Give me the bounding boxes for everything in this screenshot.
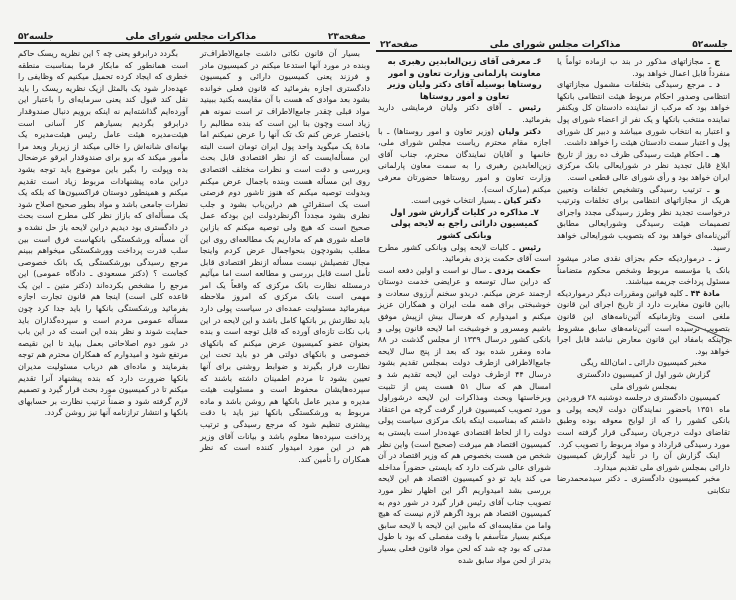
paragraph-text: ـ مجازاتهای مذکور در بند ب ازماده توأماً یا منفرداً قابل اعمال خواهد بود. (557, 57, 730, 78)
text-column-right (557, 56, 730, 497)
paragraph-text: ـ آقای دکتر ولیان فرمایشی دارید بفرمائید. (378, 103, 551, 124)
header-title: مذاکرات مجلس شورای ملی (489, 39, 621, 50)
paragraph-text: مخبر کمیسیون دادگستری ـ دکتر سیدمحمدرضا تنکابنی (557, 474, 730, 495)
paragraph-text: ـ احکام هیئت رسیدگی ظرف ده روز از تاریخ ابلاغ قابل تجدید نظر در شورایعالی بانک مرکزی ایران خواهد بود و رأی شورای عالی قطعی است. (557, 149, 730, 182)
section-heading: ۶ـ معرفی آقای زین‌العابدین رهبری به معاونت پارلمانی وزارت تعاون و امور روستاها بوسیله آقای دکتر ولیان وزیر تعاون و امور روستاها (387, 56, 542, 101)
section-heading: ۷ـ مذاکره در کلیات گزارش شور اول کمیسیون دارائی راجع به لایحه پولی وبانکی کشور (390, 206, 539, 240)
paragraph-text: ـ ترتیب رسیدگی وتشخیص تخلفات وتعیین هریک از مجازاتهای انتظامی برای تخلفات وترتیب درخواست تجدید نظر وطرز رسیدگی مجدد واجرای تصمیمات هیئت رسیدگی وشورایعالی مطابق آئین‌نامه‌ای خواهد بود که بتصویب شورایعالی خواهد رسید. (557, 184, 730, 252)
paragraph: بسیار آن قانون نکاتی داشت جامع‌الاطراف‌تر وبنده در مورد آنها استدعا میکنم در کمیسیون مادر و فرزند یعنی کمیسیون دارائی و کمیسیون دادگستری اجازه بفرمائید که قانون فعلی خوانده بشود بعد موادی که هست با آن مقایسه بکنید ببینید مواد قبلی چقدر جامع‌الاطراف تر است نمونه هم زیاد است وچون بنا این است که بنده مطالبم را باختصار عرض کنم تک تک آنها را عرض نمیکنم اما مادهٔ یک میگوید واحد پول ایران تومان است البته این مسأله‌ایست که از نظر اقتصادی قابل بحث وبررسی و دقت است و نظرات مختلف اقتصادی روی این مسأله هست وبنده باجمال عرض میکنم وبدولت توصیه میکنم که هنوز تاشور دوم فرصتی است یک استقرائی هم دراین‌باب بشود و جلب نظری بشود مجدداً اگرنظردولت این بودکه عمل صحیح است که هیچ ولی توصیه میکنم که بازاین فاصله شوری هم که ماداریم یک مطالعه‌ای روی این مطلب بشودچون بنحواجمال عرض کردم واینجا مجال تفصیلش نیست مسأله ازنظر اقتصادی قابل تأمل است قابل بررسی و مطالعه است اما میآئیم درمسئله نظارت بانک مرکزی که واقعاً یک امر مهمی است بانک مرکزی که امروز ملاحظه میفرمائید مسئولیت عمده‌ای در سیاست پولی دارد باید نظارتش بر بانکها کامل باشد و این لایحه در این باب نکات تازه‌ای آورده که قابل توجه است و بنده بعنوان عضو کمیسیون عرض میکنم که بانکهای خصوصی و بانکهای دولتی هر دو باید تحت این نظارت قرار بگیرند و ضوابط روشنی برای آنها تعیین بشود تا مردم اطمینان داشته باشند که سپرده‌هایشان محفوظ است و مسئولیت هیئت مدیره و مدیر عامل بانکها هم روشن باشد و ماده مربوط به ورشکستگی بانکها نیز باید با دقت بیشتری تنظیم شود که مرجع رسیدگی و ترتیب پرداخت سپرده‌ها معلوم باشد و بیانات آقای وزیر هم در این مورد امیدوار کننده است که نظر همکاران را تأمین کند. (200, 49, 370, 464)
clause-label: د (715, 80, 720, 90)
speaker-name: دکتر ولیان (498, 126, 541, 136)
paragraph (557, 184, 730, 254)
paragraph-text: اینک گزارش آن را در تأیید گزارش کمیسیون دارائی بمجلس شورای ملی تقدیم میدارد. (557, 451, 730, 472)
paragraph (378, 265, 551, 566)
paragraph-text: ـ کلیه قوانین ومقررات دیگر درمواردیکه بااین قانون مغایرت دارد از تاریخ اجرای این قانون ملغی است وتازمانیکه آئین‌نامه‌های این قانون بتصویب نرسیده است آئین‌نامه‌های سابق مشروط براینکه بامفاد این قانون معارض نباشد قابل اجرا خواهد بود. (557, 288, 730, 356)
paragraph-text: مخبر کمیسیون دارائی ـ امان‌الله ریگی (580, 358, 707, 368)
paragraph (557, 253, 730, 288)
paragraph (378, 102, 551, 125)
paragraph (378, 242, 551, 265)
paragraph-text: کمیسیون دادگستری درجلسه دوشنبه ۲۸ فروردین ماه ۱۳۵۱ باحضور نمایندگان دولت لایحه پولی و بانکی کشور را که از لوایح معوقه بوده وطبق تقاضای دولت درجریان رسیدگی قرار گرفته است مورد رسیدگی قرارداد و مواد مربوط را تصویب کرد. (557, 393, 730, 449)
paragraph-text: ـ درمواردیکه حکم بجزای نقدی صادر میشود بانک یا مؤسسه مربوط وشخص محکوم متضامناً مسئول پرداخت جریمه میباشند. (557, 254, 730, 287)
text-column-left (378, 56, 551, 566)
page-header (14, 30, 370, 44)
paragraph-text: بمجلس شورای ملی (610, 381, 677, 391)
paragraph-text: ـ مرجع رسیدگی بتخلفات مشمول مجازاتهای انتظامی وصدور احکام مربوط هیئت انتظامی بانکها خواهد بود که مرکب از نماینده دادستان کل ویکنفر نماینده منتخب بانکها و یک نفر از اعضاء شورای پول و اعتبار به انتخاب شوری میباشد و دبیر کل شورای پول و اعتبار سمت دادستان هیئت را خواهد داشت. (557, 80, 730, 148)
speaker-name: رئیس (518, 103, 541, 113)
paragraph-text: گزارش شور اول از کمیسیون دادگستری (576, 370, 711, 380)
clause-label: ج (714, 57, 720, 66)
session-number: جلسه۵۲ (18, 32, 54, 42)
paragraph (557, 149, 730, 184)
paragraph (378, 126, 551, 196)
clause-label: مادهٔ ۴۴ (690, 288, 720, 298)
header-title: مذاکرات مجلس شورای ملی (125, 31, 257, 42)
paragraph (557, 79, 730, 149)
text-column-right (200, 48, 370, 465)
clause-label: و (715, 184, 720, 194)
speaker-name: رئیس (518, 242, 542, 252)
clause-label: هـ (711, 149, 720, 159)
page-header (376, 38, 732, 52)
paragraph-text: ـ بسیار انتخاب خوبی است. (411, 196, 501, 206)
paragraph (557, 369, 730, 381)
text-column-left (18, 48, 188, 419)
paragraph-text: ـ کلیات لایحه پولی وبانکی کشور مطرح است آقای حکمت یزدی بفرمائید. (378, 242, 551, 264)
clause-label: ز (715, 254, 720, 264)
speaker-name: دکتر کیان (503, 196, 541, 206)
page-number: صفحه۲۳ (327, 32, 366, 42)
paragraph (557, 56, 730, 79)
paragraph (378, 195, 551, 207)
paragraph: بگردد درابرقو یعنی چه ؟ این نظریه ریسک حاکم است همانطور که مابکار فرما بمناسبت منطقه خطری که ایجاد کرده تحمیل میکنیم که وظایفی را عهده‌دار شود یک بالمثل ازیک نظریه ریسک را باید نقل کند قبول کند یعنی سرمایه‌ای را باعتبار این آورده‌ایم گذاشته‌ایم نه اینکه برویم دنبال صندوقدار درابرقو بگردیم بسیارهم کار آسانی است هیئت‌مدیره هیئت عامل رئیس هیئت‌مدیره یک بهانه‌ای شانه‌اش را خالی میکند از زیربار وبعد مرا مأمور میکند که برو برای صندوقدار ابرقو عرضحال بده وپولت را بگیر باین موضوع باید توجه بشود دراین ماده پیشنهادات مربوط زیاد است تقدیم میکنم و همینطور دوستان فراکسیون‌ها که بلکه یک نظرات جامعی باشد و مواد بطور صحیح اصلاح شود یک مسأله‌ای که بازاز نظر کلی مطرح است بحث در دادگستری بود دیدیم دراین لایحه باز حل نشده و آن مسأله ورشکستگی بانکهاست فرق است بین سلب قدرت پرداخت وورشکستگی میخواهم ببینم مرجع رسیدگی بورشکستگی یک بانک خصوصی کجاست ؟ (دکتر مسعودی ـ دادگاه عمومی) این مرجع را مشخص بکرده‌اند (دکتر متین ـ این یک قاعده کلی است) اینجا هم قانون تجارت اجازه بفرمائید ورشکستگی بانکها را باید جدا کرد چون مسأله عمومی مردم است و سپرده‌گذاران باید حمایت شوند و نظر بنده این است که در این باب در شور دوم اصلاحاتی بعمل بیاید تا این نقیصه مرتفع شود و امیدوارم که همکاران محترم هم توجه بفرمایند و ماده‌ای هم درباب مسئولیت مدیران بانکها ضرورت دارد که بنده پیشنهاد آنرا تقدیم میکنم تا در کمیسیون مورد بحث قرار گیرد و تصمیم لازم گرفته شود و ضمناً ترتیب نظارت بر حسابهای بانکها و انتشار ترازنامه آنها نیز روشن گردد. (18, 49, 188, 418)
paragraph (557, 473, 730, 496)
speaker-name: حکمت یزدی (494, 265, 542, 275)
paragraph-text: (وزیر تعاون و امور روستاها) ـ با اجازه مقام محترم ریاست مجلس شورای ملی، خانمها و آقایان نمایندگان محترم، جناب آقای زین‌العابدین رهبری را به سمت معاون پارلمانی وزارت تعاون و امور روستاها حضورتان معرفی میکنم (مبارک است). (378, 126, 551, 194)
session-number: جلسه۵۲ (692, 40, 728, 50)
paragraph (557, 450, 730, 473)
paragraph (557, 381, 730, 393)
paragraph (557, 392, 730, 450)
page-number: صفحه۲۲ (380, 40, 419, 50)
paragraph-text: ـ سال نو است و اولین دفعه است که دراین سال توسعه و عرایضی خدمت دوستان ارجمند عرض میکنم. دربدو سخنم آرزوی سعادت و خوشبختی برای همه ملت ایران و همکاران عزیز میکنم و امیدوارم که هرسال بیش ازپیش موفق باشیم ومسرور و خوشبخت اما لایحه قانون پولی و بانکی کشور درسال ۱۳۳۹ از مجلس گذشت در ۸۸ ماده ومقرر شده بود که بعد از پنج سال لایحه جامع‌الاطرافی ازطرف دولت بمجلس تقدیم بشود درسال ۴۴ ازطرف دولت این لایحه تقدیم شد و امسال هم که سال ۵۱ هست پس از تثبیت وبرخاستها وبحث ومذاکرات این لایحه درشوراول مورد تصویب کمیسیون قرار گرفت گرچه من اعتقاد داشتم که بمناسبت اینکه بانک مرکزی سیاست پولی دولت را از لحاظ اقتصادی عهده‌دار است بایستی به کمیسیون اقتصاد هم میرفت (صحیح است) واین نظر شخص من هست بخصوص هم که وزیر اقتصاد در آن شورای عالی شرکت دارد که بایستی حضوراً مداخله می کند باید تو دو کمیسیون اقتصاد هم این لایحه بررسی بشد امیدواریم اگر این اظهار نظر مورد تصویب جناب آقای رئیس قرار گیرد در شور دوم به کمیسیون اقتصاد هم برود اگرهم لازم نیست که هیچ واما من مقایسه‌ای که مابین این لایحه با لایحه سابق میکنم بسیار متأسفم با وقت مفصلی که بود با طول مدتی که بود چه شد که لحن مواد قانون فعلی بسیار بدتر از لحن مواد سابق شده (378, 265, 552, 565)
